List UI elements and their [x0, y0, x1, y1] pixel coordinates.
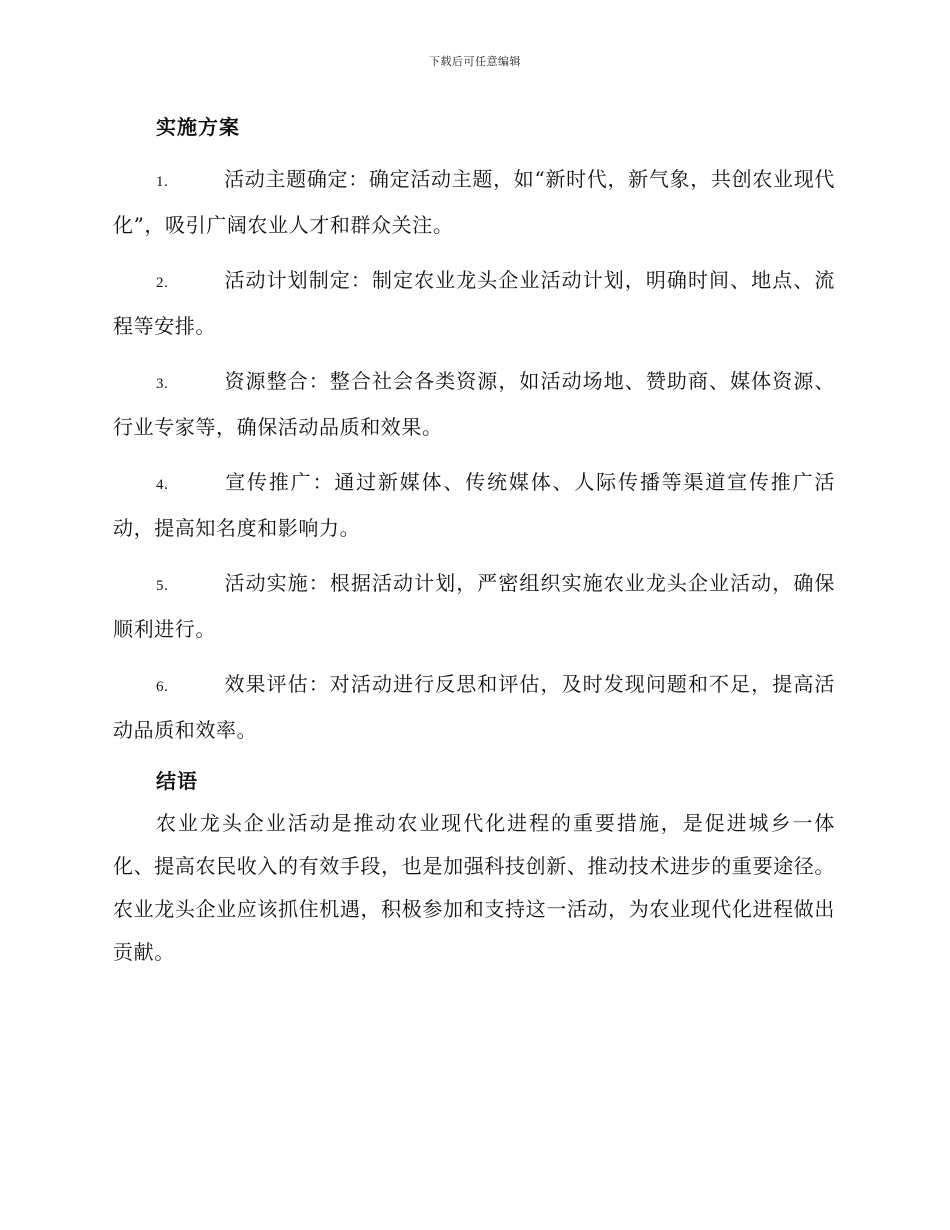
list-item-text: 宣传推广：通过新媒体、传统媒体、人际传播等渠道宣传推广活动，提高知名度和影响力。	[113, 470, 835, 540]
list-item-number: 5.	[156, 578, 169, 594]
list-item-text: 活动计划制定：制定农业龙头企业活动计划，明确时间、地点、流程等安排。	[113, 268, 835, 338]
list-item-text: 效果评估：对活动进行反思和评估，及时发现问题和不足，提高活动品质和效率。	[113, 672, 835, 742]
page-header-note: 下载后可任意编辑	[429, 55, 521, 68]
list-item-text: 资源整合：整合社会各类资源，如活动场地、赞助商、媒体资源、行业专家等，确保活动品质和效果。	[113, 369, 835, 439]
document-body	[113, 110, 835, 974]
section-heading-implementation: 实施方案	[156, 115, 240, 139]
section-heading-conclusion: 结语	[156, 769, 198, 793]
list-item-text: 活动实施：根据活动计划，严密组织实施农业龙头企业活动，确保顺利进行。	[113, 571, 835, 641]
list-item-number: 6.	[156, 679, 169, 695]
list-item-number: 3.	[156, 376, 169, 392]
list-item	[113, 259, 835, 348]
conclusion-paragraph: 农业龙头企业活动是推动农业现代化进程的重要措施，是促进城乡一体化、提高农民收入的有效手段，也是加强科技创新、推动技术进步的重要途径。农业龙头企业应该抓住机遇，积极参加和支持这一活动，为农业现代化进程做出贡献。	[113, 811, 835, 964]
list-item-number: 4.	[156, 477, 169, 493]
list-item-text: 活动主题确定：确定活动主题，如“新时代，新气象，共创农业现代化”，吸引广阔农业人才和群众关注。	[113, 167, 835, 237]
list-item	[113, 562, 835, 651]
list-item	[113, 663, 835, 752]
list-item	[113, 158, 835, 247]
list-item	[113, 360, 835, 449]
list-item-number: 2.	[156, 275, 169, 291]
list-item	[113, 461, 835, 550]
list-item-number: 1.	[156, 174, 169, 190]
implementation-list	[113, 158, 835, 752]
